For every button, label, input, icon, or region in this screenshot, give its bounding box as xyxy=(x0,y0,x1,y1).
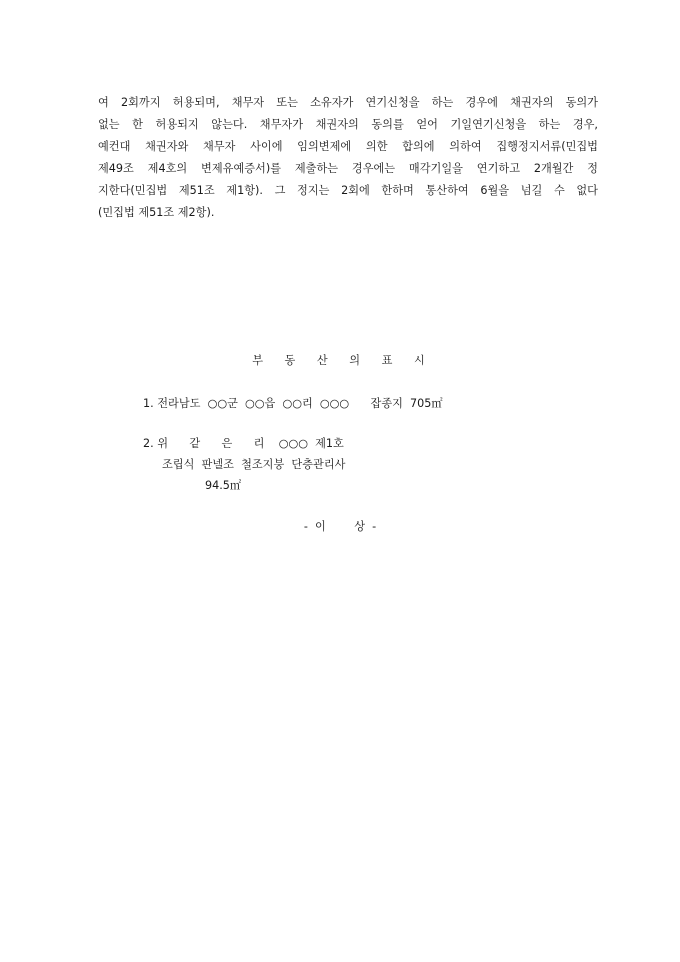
property-section-title: 부 동 산 의 표 시 xyxy=(252,354,434,367)
paragraph-line: 제49조 제4호의 변제유예증서)를 제출하는 경우에는 매각기일을 연기하고 2개월간 정 xyxy=(98,162,598,175)
paragraph-line: 여 2회까지 허용되며, 채무자 또는 소유자가 연기신청을 하는 경우에 채권자의 동의가 xyxy=(98,96,598,109)
property-item-2-description: 조립식 판넬조 철조지붕 단층관리사 xyxy=(162,458,346,471)
property-item-2-area: 94.5㎡ xyxy=(205,479,242,492)
paragraph-line: 없는 한 허용되지 않는다. 채무자가 채권자의 동의를 얻어 기일연기신청을 하는 경우, xyxy=(98,118,598,131)
property-item-2: 2. 위 같 은 리 ○○○ 제1호 xyxy=(143,437,344,450)
paragraph-line: (민집법 제51조 제2항). xyxy=(98,206,215,219)
body-paragraph xyxy=(98,92,598,224)
property-item-1: 1. 전라남도 ○○군 ○○읍 ○○리 ○○○ 잡종지 705㎡ xyxy=(143,397,443,410)
paragraph-line: 지한다(민집법 제51조 제1항). 그 정지는 2회에 한하며 통산하여 6월을 넘길 수 없다 xyxy=(98,184,598,197)
paragraph-line: 예컨대 채권자와 채무자 사이에 임의변제에 의한 합의에 의하여 집행정지서류(민집법 xyxy=(98,140,598,153)
end-mark: - 이 상 - xyxy=(303,520,377,533)
